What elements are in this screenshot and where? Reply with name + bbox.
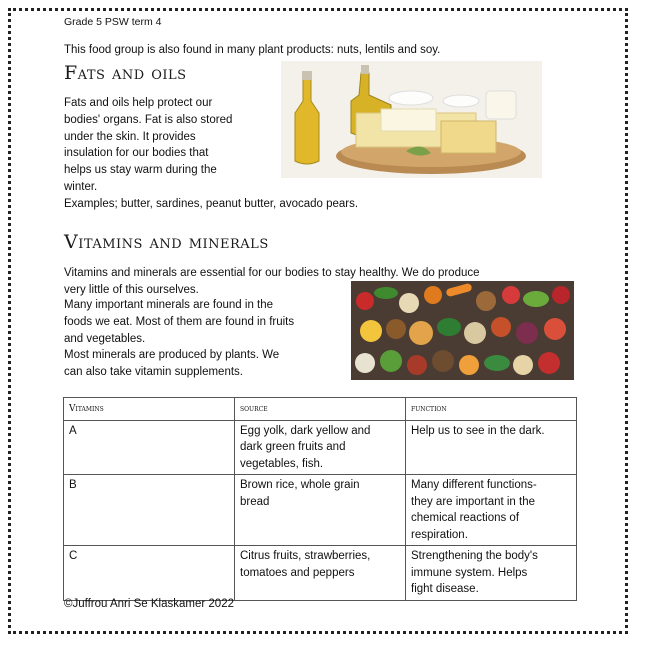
vitamins-line: foods we eat. Most of them are found in fruits bbox=[64, 315, 295, 328]
vitamins-heading: Vitamins and minerals bbox=[64, 231, 269, 253]
source-cell bbox=[235, 546, 406, 601]
table-row bbox=[64, 475, 577, 546]
header-function: function bbox=[406, 398, 577, 421]
fats-oils-image bbox=[281, 61, 542, 178]
fats-line: winter. bbox=[64, 180, 98, 193]
cell-line: immune system. Helps bbox=[411, 566, 528, 579]
vitamin-cell: C bbox=[64, 546, 235, 601]
copyright-footer: ©Juffrou Anri Se Klaskamer 2022 bbox=[64, 598, 234, 610]
cell-line: chemical reactions of bbox=[411, 512, 520, 524]
cell-line: Many different functions- bbox=[411, 479, 537, 491]
fats-paragraph bbox=[64, 95, 264, 196]
cell-line: respiration. bbox=[411, 528, 468, 541]
vegetables-image bbox=[351, 281, 574, 380]
cell-line: vegetables, fish. bbox=[240, 457, 324, 470]
vitamin-cell: A bbox=[64, 420, 235, 475]
fats-examples: Examples; butter, sardines, peanut butter, avocado pears. bbox=[64, 198, 359, 210]
fats-line: bodies' organs. Fat is also stored bbox=[64, 113, 233, 126]
vitamins-paragraph-2 bbox=[64, 297, 346, 347]
cell-line: Brown rice, whole grain bbox=[240, 479, 360, 491]
vitamin-cell: B bbox=[64, 475, 235, 546]
cell-line: Help us to see in the dark. bbox=[411, 424, 545, 437]
vitamins-line: can also take vitamin supplements. bbox=[64, 365, 243, 378]
cell-line: tomatoes and peppers bbox=[240, 566, 355, 579]
header-vitamins: Vitamins bbox=[64, 398, 235, 421]
function-cell bbox=[406, 420, 577, 475]
source-cell bbox=[235, 475, 406, 546]
cell-line: Strengthening the body's bbox=[411, 550, 538, 562]
cell-line: fight disease. bbox=[411, 583, 479, 595]
cell-line: bread bbox=[240, 495, 270, 508]
fats-heading: Fats and oils bbox=[64, 62, 187, 84]
cell-line: they are important in the bbox=[411, 495, 536, 508]
document-header: Grade 5 PSW term 4 bbox=[64, 16, 162, 28]
vitamins-table bbox=[63, 397, 577, 601]
fats-line: Fats and oils help protect our bbox=[64, 97, 213, 109]
fats-line: under the skin. It provides bbox=[64, 130, 196, 143]
fats-line: insulation for our bodies that bbox=[64, 147, 209, 160]
vitamins-line: Many important minerals are found in the bbox=[64, 299, 274, 311]
header-source: source bbox=[235, 398, 406, 421]
vitamins-line: very little of this ourselves. bbox=[64, 283, 199, 296]
vitamins-line: Most minerals are produced by plants. We bbox=[64, 349, 280, 361]
table-row bbox=[64, 546, 577, 601]
cell-line: Egg yolk, dark yellow and bbox=[240, 424, 371, 437]
vitamins-paragraph-3 bbox=[64, 347, 346, 381]
table-header-row bbox=[64, 398, 577, 421]
cell-line: dark green fruits and bbox=[240, 441, 346, 453]
vitamins-line: and vegetables. bbox=[64, 332, 146, 345]
table-row bbox=[64, 420, 577, 475]
source-cell bbox=[235, 420, 406, 475]
function-cell bbox=[406, 475, 577, 546]
intro-text: This food group is also found in many plant products: nuts, lentils and soy. bbox=[64, 44, 441, 56]
cell-line: Citrus fruits, strawberries, bbox=[240, 550, 371, 562]
function-cell bbox=[406, 546, 577, 601]
vitamins-line: Vitamins and minerals are essential for our bodies to stay healthy. We do produce bbox=[64, 267, 480, 279]
fats-line: helps us stay warm during the bbox=[64, 164, 217, 177]
